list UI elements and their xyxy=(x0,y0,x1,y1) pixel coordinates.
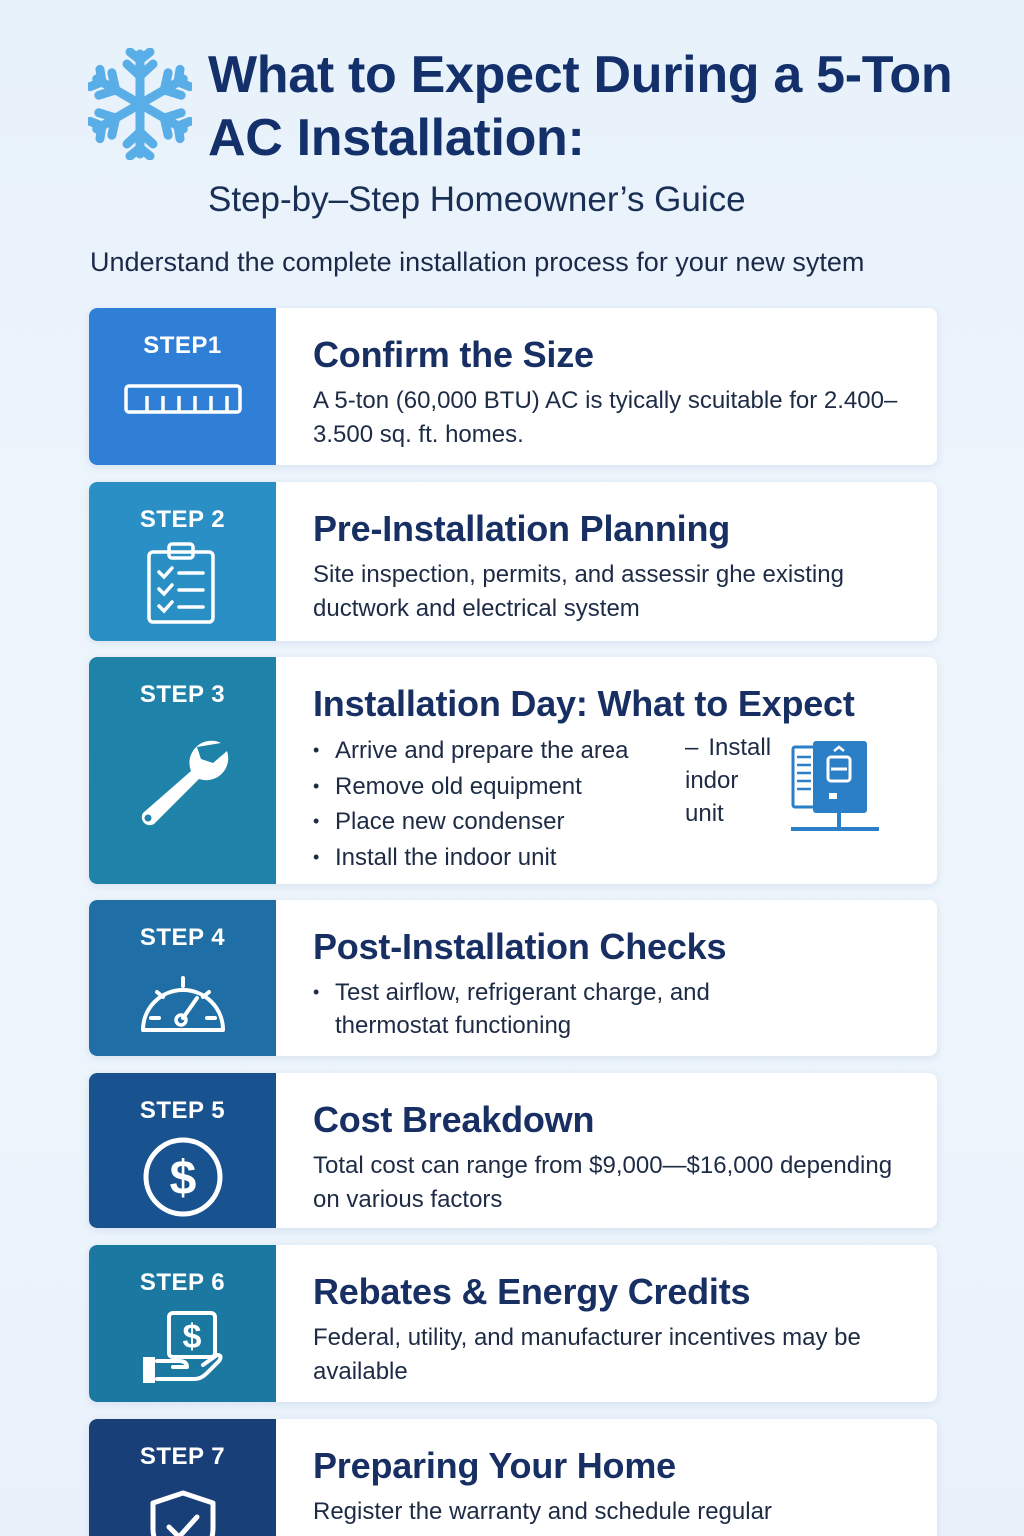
list-item: • Remove old equipment xyxy=(313,769,629,805)
step-description: Site inspection, permits, and assessir ghe existing ductwork and electrical system xyxy=(313,561,844,622)
step-title: Pre-Installation Planning xyxy=(313,508,731,549)
step-label: STEP 4 xyxy=(139,924,226,951)
step-card-6 xyxy=(89,1245,937,1402)
step-card-7 xyxy=(89,1419,937,1536)
wrench-icon xyxy=(133,735,233,827)
step-description: Federal, utility, and manufacturer incentives may be available xyxy=(313,1324,861,1385)
step-badge-3 xyxy=(89,657,276,884)
dollar-coin-icon xyxy=(141,1135,225,1219)
step-bullet-list xyxy=(313,733,629,875)
step-title: Post-Installation Checks xyxy=(313,926,727,967)
snowflake-icon xyxy=(88,48,192,160)
step-label: STEP 7 xyxy=(139,1443,226,1470)
ruler-icon xyxy=(123,382,243,418)
step-label: STEP 2 xyxy=(139,506,226,533)
svg-text:$: $ xyxy=(169,1152,197,1205)
hand-dollar-icon xyxy=(139,1309,227,1389)
step-card-2 xyxy=(89,482,937,641)
indoor-unit-icon xyxy=(787,739,881,837)
step-badge-1 xyxy=(89,308,276,465)
header xyxy=(0,0,1024,300)
step-description: Register the warranty and schedule regular xyxy=(313,1498,772,1525)
step-title: Cost Breakdown xyxy=(313,1099,595,1140)
svg-text:$: $ xyxy=(182,1318,202,1356)
step-card-4 xyxy=(89,900,937,1056)
intro-text: Understand the complete installation process for your new sytem xyxy=(90,247,865,277)
step-badge-7 xyxy=(89,1419,276,1536)
gauge-icon xyxy=(137,962,229,1038)
step-bullet-list xyxy=(313,976,773,1042)
step-card-5 xyxy=(89,1073,937,1228)
step-card-3 xyxy=(89,657,937,884)
side-note xyxy=(685,731,775,830)
step-card-1 xyxy=(89,308,937,465)
step-badge-5 xyxy=(89,1073,276,1228)
page-subtitle: Step-by–Step Homeowner’s Guice xyxy=(208,180,746,219)
step-title: Confirm the Size xyxy=(313,334,594,375)
side-note-dash: – xyxy=(685,734,699,761)
step-description: A 5-ton (60,000 BTU) AC is tyically scuitable for 2.400–3.500 sq. ft. homes. xyxy=(313,387,898,448)
step-title: Installation Day: What to Expect xyxy=(313,683,855,724)
step-label: STEP 6 xyxy=(139,1269,226,1296)
list-item: • Place new condenser xyxy=(313,804,629,840)
list-item: • Arrive and prepare the area xyxy=(313,733,629,769)
step-title: Preparing Your Home xyxy=(313,1445,676,1486)
page-title: What to Expect During a 5-Ton AC Installation: xyxy=(208,46,953,167)
step-badge-2 xyxy=(89,482,276,641)
step-badge-6 xyxy=(89,1245,276,1402)
list-item: • Install the indoor unit xyxy=(313,840,629,876)
list-item: • Test airflow, refrigerant charge, and thermostat functioning xyxy=(313,976,773,1042)
step-label: STEP 3 xyxy=(139,681,226,708)
step-label: STEP1 xyxy=(143,332,222,359)
step-title: Rebates & Energy Credits xyxy=(313,1271,751,1312)
step-description: Total cost can range from $9,000—$16,000 depending on various factors xyxy=(313,1152,893,1213)
clipboard-checklist-icon xyxy=(145,540,221,628)
step-label: STEP 5 xyxy=(139,1097,226,1124)
side-note-text: Install indor unit xyxy=(685,734,772,827)
step-badge-4 xyxy=(89,900,276,1056)
shield-check-icon xyxy=(147,1489,219,1536)
